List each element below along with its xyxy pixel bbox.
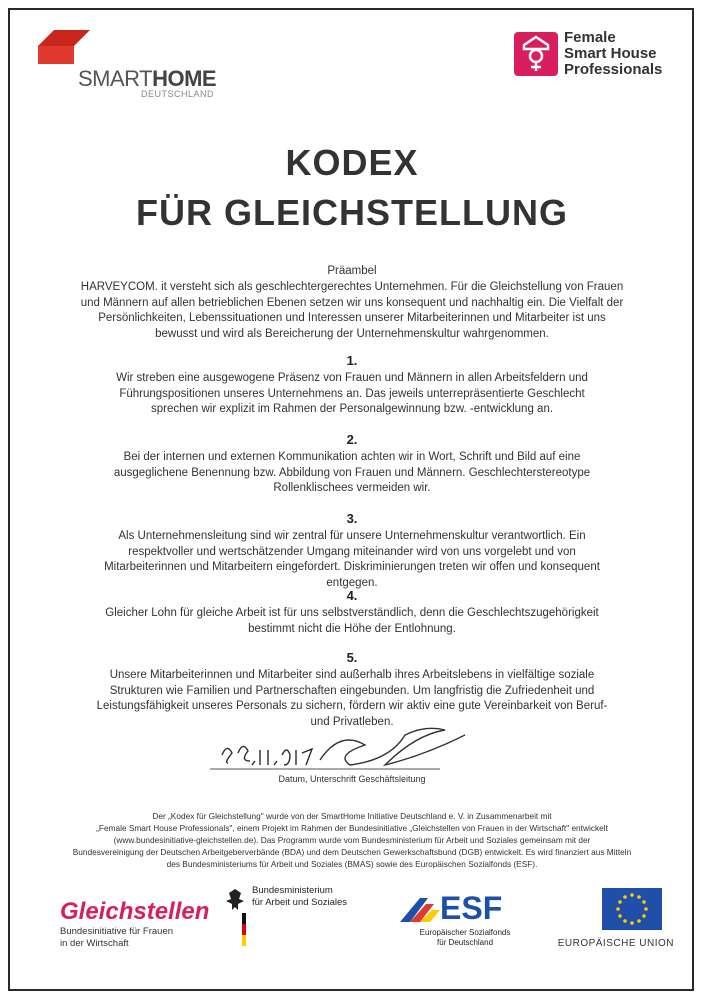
female-symbol-icon <box>514 32 558 76</box>
bmas-line1: Bundesministerium <box>252 885 333 896</box>
section-1-text: Wir streben eine ausgewogene Präsenz von Frauen und Männern in allen Arbeitsfeldern und Führungspositionen unseres Unternehmens an. Das jeweils unterrepräsentierte Geschlecht sprechen wir explizit im Rahmen der Personalgewinnung bzw. -entwicklung an. <box>116 372 588 415</box>
preamble-heading: Präambel <box>327 265 377 277</box>
fshp-line1: Female <box>564 29 616 46</box>
footer-line2: „Female Smart House Professionals", einem Projekt im Rahmen der Bundesinitiative „Gleichstellen von Frauen in der Wirtschaft" entwickelt <box>96 823 608 833</box>
gleichstellen-title: Gleichstellen <box>60 898 210 925</box>
section-1-number: 1. <box>346 353 358 368</box>
handwritten-signature <box>210 725 510 775</box>
section-5-text: Unsere Mitarbeiterinnen und Mitarbeiter sind außerhalb ihres Arbeitslebens in vielfältige soziale Strukturen wie Familien und Partnerschaften eingebunden. Um langfristig die Zufriedenheit und Leistungsfähigkeit unseres Personals zu sichern, fördern wir aktiv eine gute Vereinbarkeit von Beruf- und Privatleben. <box>96 669 608 728</box>
footer-text <box>0 810 704 870</box>
section-3-text: Als Unternehmensleitung sind wir zentral für unsere Unternehmenskultur verantwortlich. Ein respektvoller und wertschätzender Umgang miteinander wird von uns vorgelebt und von Mitarbeiterinnen und Mitarbeitern eingefordert. Diskriminierungen treten wir offen und konsequent entgegen. <box>104 530 600 589</box>
footer-line3: (www.bundesinitiative-gleichstellen.de). Das Programm wurde vom Bundesministerium für Arbeit und Soziales gemeinsam mit der <box>113 835 591 845</box>
gleichstellen-sub1: Bundesinitiative für Frauen <box>60 926 174 937</box>
smarthome-logo-text-home: HOME <box>152 66 217 91</box>
federal-eagle-flag-icon <box>222 885 248 947</box>
esf-sub2: für Deutschland <box>436 938 494 947</box>
section-4-number: 4. <box>346 588 358 603</box>
section-3-number: 3. <box>346 511 358 526</box>
esf-title: ESF <box>440 890 503 926</box>
smarthome-logo-sub: DEUTSCHLAND <box>141 89 215 99</box>
title-line1: KODEX <box>285 142 419 183</box>
section-5-number: 5. <box>346 650 358 665</box>
footer-line4: Bundesvereinigung der Deutschen Arbeitgeberverbände (BDA) und dem Deutschen Gewerkschaftsbund (DGB) entwickelt. Es wird finanziert aus Mitteln <box>72 847 632 857</box>
bmas-logo <box>222 885 348 952</box>
footer-line1: Der „Kodex für Gleichstellung" wurde von der SmartHome Initiative Deutschland e. V. in Zusammenarbeit mit <box>152 811 552 821</box>
gleichstellen-logo <box>60 898 209 950</box>
footer-line5: des Bundesministeriums für Arbeit und Soziales (BMAS) sowie des Europäischen Sozialfonds (ESF). <box>166 859 538 869</box>
fshp-logo <box>514 30 684 82</box>
fshp-line3: Professionals <box>564 61 663 78</box>
esf-sub1: Europäischer Sozialfonds <box>419 928 511 937</box>
preamble-text: HARVEYCOM. it versteht sich als geschlechtergerechtes Unternehmen. Für die Gleichstellung von Frauen und Männern auf allen betrieblichen Ebenen setzen wir uns konsequent und nachhaltig ein. Die Vielfalt der Persönlichkeiten, Lebenssituationen und Interessen unserer Mitarbeiterinnen und Mitarbeiter ist uns bewusst und wird als Bereicherung der Unternehmenskultur wahrgenommen. <box>80 281 624 340</box>
section-4-text: Gleicher Lohn für gleiche Arbeit ist für uns selbstverständlich, denn die Geschlechtszugehörigkeit bestimmt nicht die Höhe der Entlohnung. <box>105 607 599 635</box>
gleichstellen-sub2: in der Wirtschaft <box>60 938 129 949</box>
title-line2: FÜR GLEICHSTELLUNG <box>136 192 568 233</box>
signature-caption: Datum, Unterschrift Geschäftsleitung <box>278 774 426 784</box>
smarthome-logo-text-smart: SMART <box>78 66 153 91</box>
section-2-number: 2. <box>346 432 358 447</box>
section-2-text: Bei der internen und externen Kommunikation achten wir in Wort, Schrift und Bild auf eine ausgeglichene Benennung bzw. Abbildung von Frauen und Männern. Geschlechterstereotype Rollenklischees vermeiden wir. <box>113 451 591 494</box>
bmas-line2: für Arbeit und Soziales <box>252 897 348 908</box>
fshp-line2: Smart House <box>564 45 657 62</box>
eu-label: EUROPÄISCHE UNION <box>557 938 674 949</box>
smarthome-logo <box>38 30 228 100</box>
eu-flag-icon <box>602 888 662 930</box>
